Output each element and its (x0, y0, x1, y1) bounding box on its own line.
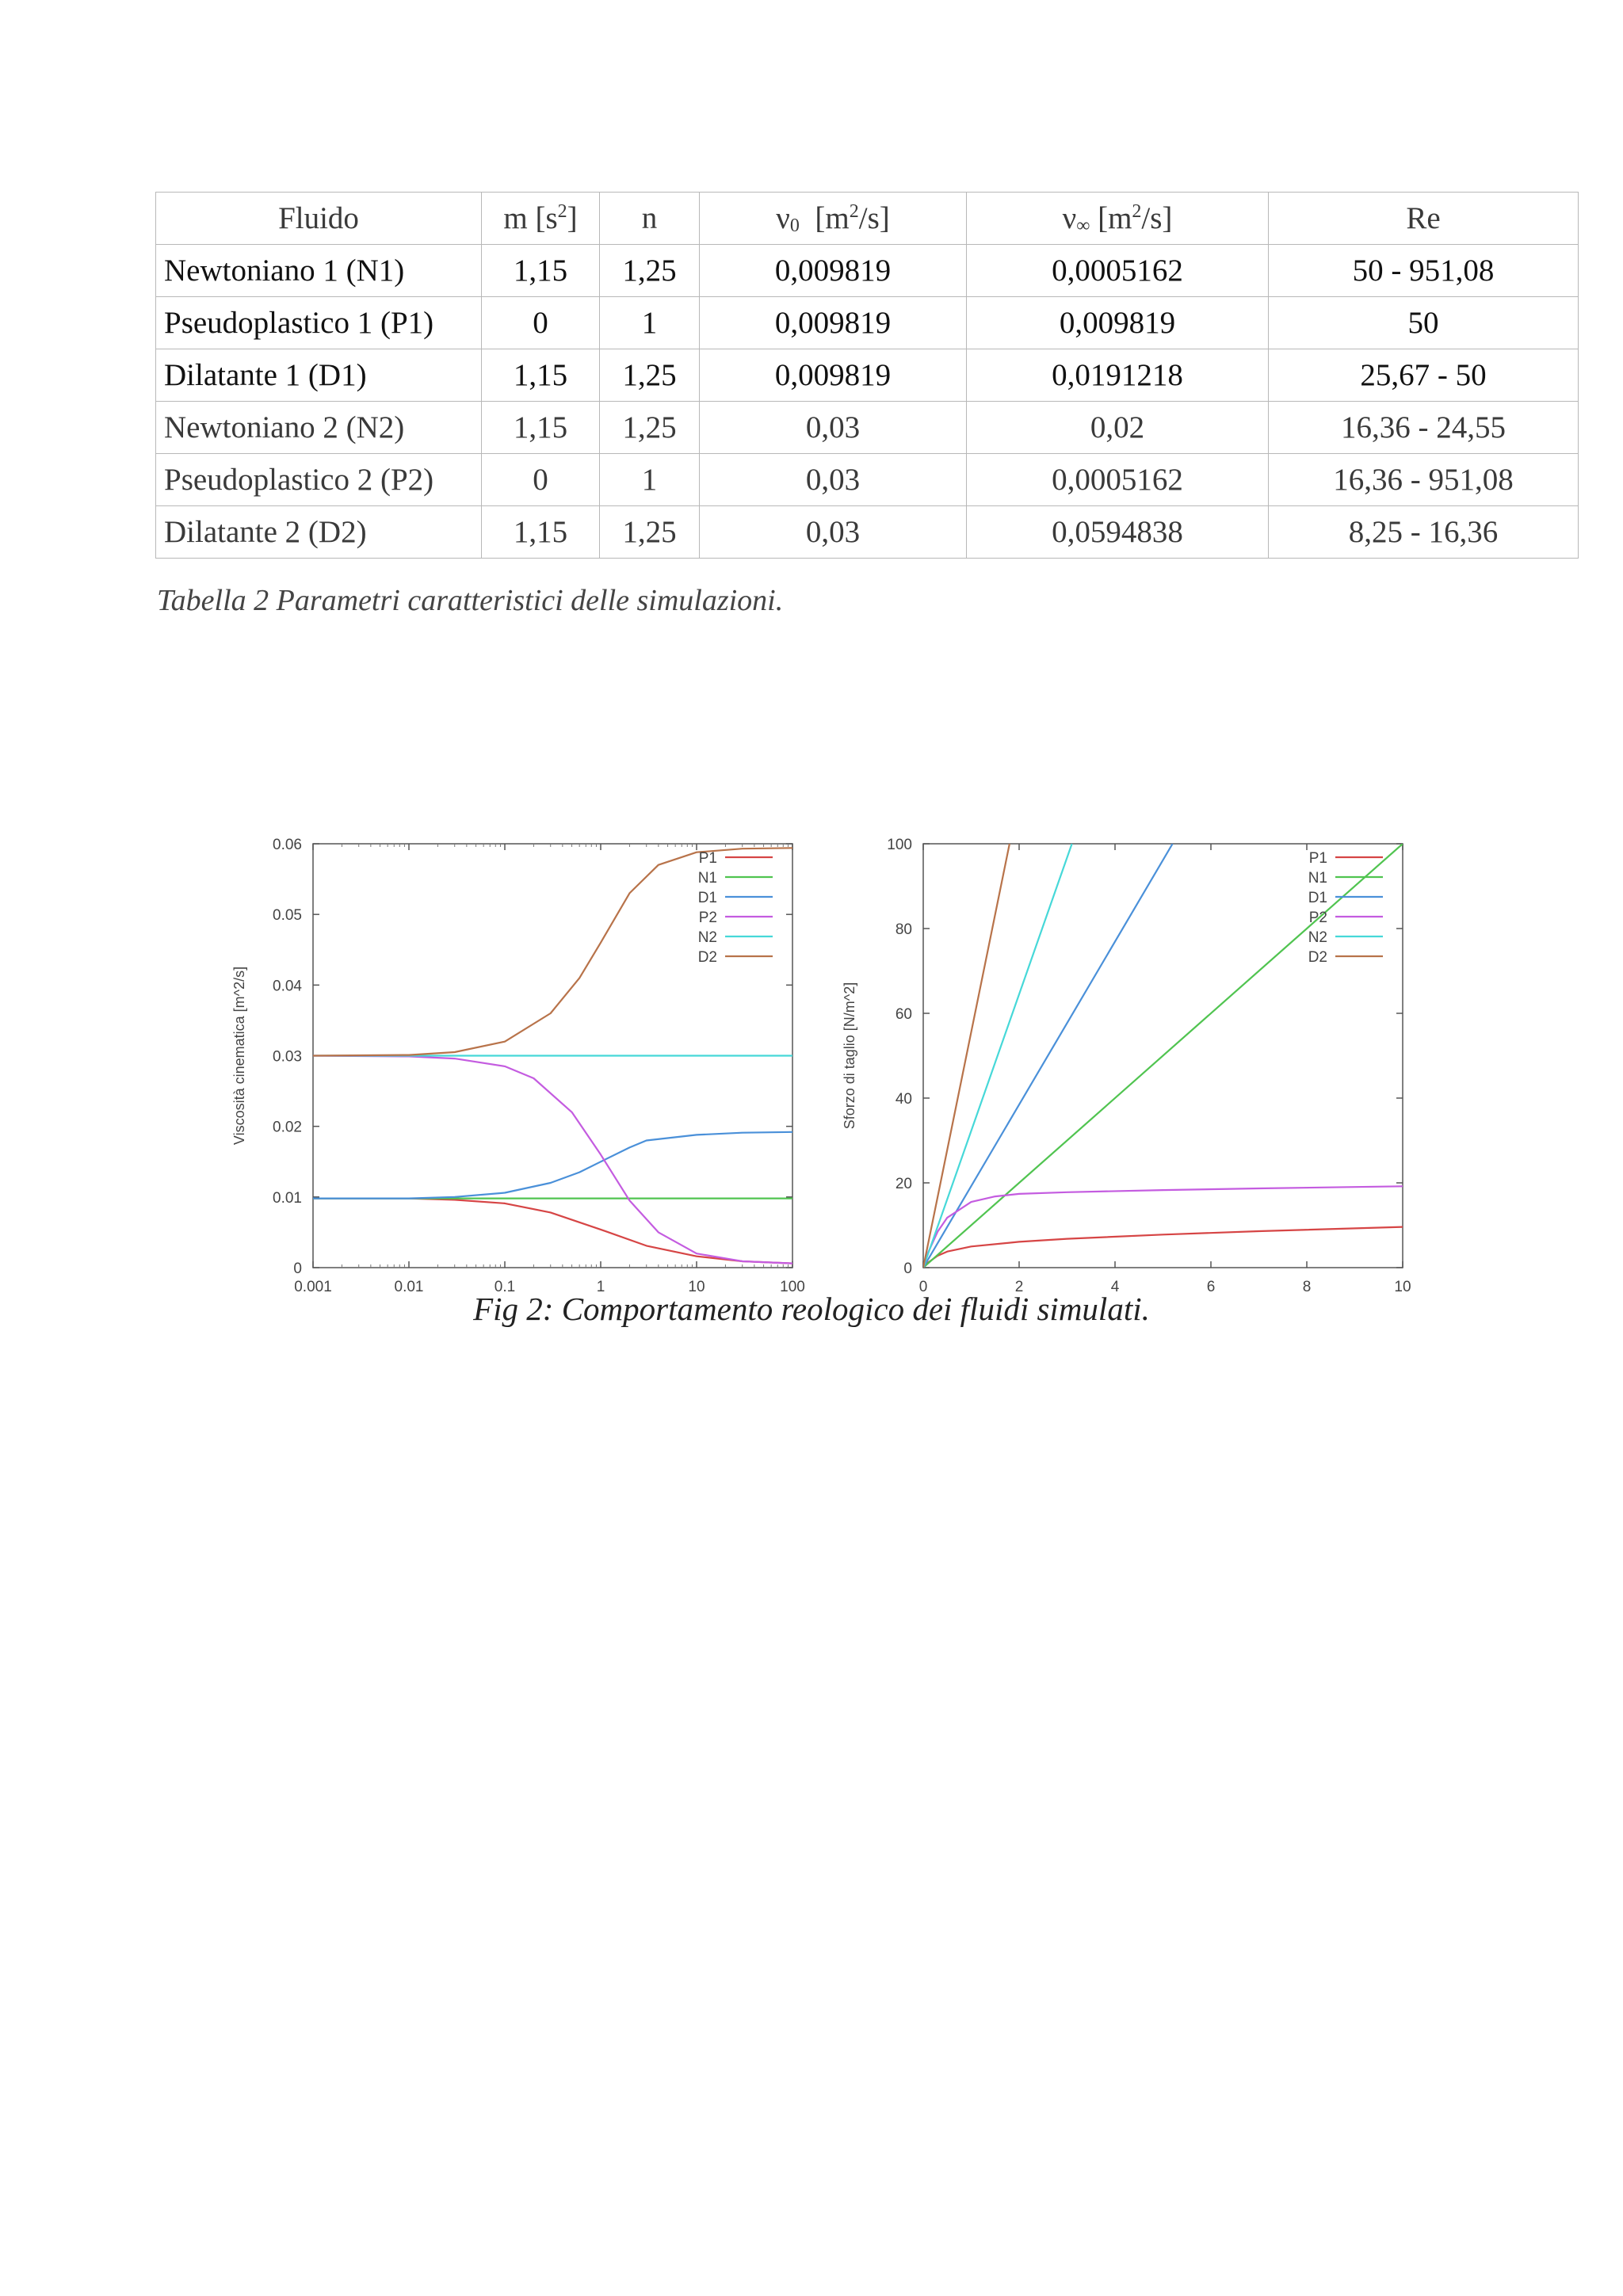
legend-label: P1 (1308, 850, 1327, 867)
fluid-name-cell: Dilatante 1 (D1) (156, 349, 482, 402)
fluid-name-cell: Newtoniano 1 (N1) (156, 245, 482, 297)
legend-label: N1 (697, 870, 717, 887)
table-cell: 0,0191218 (967, 349, 1269, 402)
series-line-p2 (923, 1186, 1403, 1268)
series-line-d2 (923, 844, 1010, 1268)
legend-label: P1 (698, 850, 717, 867)
table-cell: 0,0005162 (967, 245, 1269, 297)
table-row (156, 245, 1579, 297)
table-caption: Tabella 2 Parametri caratteristici delle simulazioni. (157, 584, 784, 617)
y-tick-label: 60 (895, 1006, 912, 1023)
x-tick-label: 10 (688, 1279, 705, 1295)
x-tick-label: 6 (1206, 1279, 1216, 1295)
x-tick-label: 1 (596, 1279, 605, 1295)
x-tick-label: 0.001 (294, 1279, 332, 1295)
shear-stress-chart (832, 824, 1419, 1315)
parameters-table (155, 192, 1579, 559)
table-header-cell: m $[s^2]$ (482, 193, 600, 245)
y-tick-label: 80 (895, 921, 912, 938)
y-tick-label: 0.03 (273, 1048, 302, 1066)
table-cell: 0,0594838 (967, 506, 1269, 559)
legend-label: N2 (697, 929, 717, 946)
table-header-cell: n (600, 193, 700, 245)
table-cell: 1,15 (482, 349, 600, 402)
table-cell: 1,15 (482, 245, 600, 297)
table-row (156, 402, 1579, 454)
x-tick-label: 4 (1110, 1279, 1120, 1295)
series-line-d2 (313, 848, 792, 1055)
table-cell: 0,0005162 (967, 454, 1269, 506)
table-cell: 1,15 (482, 506, 600, 559)
series-line-n2 (923, 844, 1072, 1268)
table-cell: 50 - 951,08 (1269, 245, 1579, 297)
table-cell: 1,25 (600, 349, 700, 402)
series-line-d1 (313, 1132, 792, 1199)
table-cell: 1 (600, 454, 700, 506)
x-tick-label: 2 (1014, 1279, 1024, 1295)
series-line-p1 (313, 1199, 792, 1264)
legend-label: P2 (698, 910, 717, 926)
table-cell: 1,25 (600, 402, 700, 454)
table-cell: 0,03 (700, 402, 967, 454)
y-tick-label: 0 (293, 1261, 302, 1277)
series-line-p2 (313, 1056, 792, 1264)
y-tick-label: 20 (895, 1176, 912, 1192)
y-tick-label: 0 (903, 1261, 912, 1277)
fluid-name-cell: Pseudoplastico 2 (P2) (156, 454, 482, 506)
x-tick-label: 0.01 (394, 1279, 424, 1295)
table-header-cell: $\nu_\infty$ $[m^2/s]$ (967, 193, 1269, 245)
table-cell: 50 (1269, 297, 1579, 349)
y-tick-label: 0.06 (273, 837, 302, 853)
x-tick-label: 8 (1302, 1279, 1312, 1295)
series-line-d1 (923, 844, 1173, 1268)
series-line-n1 (923, 844, 1403, 1268)
legend-label: D1 (697, 890, 717, 906)
fluid-name-cell: Dilatante 2 (D2) (156, 506, 482, 559)
y-tick-label: 0.01 (273, 1189, 302, 1207)
y-tick-label: 100 (887, 837, 912, 853)
fluid-name-cell: Pseudoplastico 1 (P1) (156, 297, 482, 349)
table-cell: 0,03 (700, 506, 967, 559)
table-cell: 0,009819 (700, 297, 967, 349)
table-cell: 0 (482, 297, 600, 349)
table-row (156, 349, 1579, 402)
table-cell: 1,25 (600, 506, 700, 559)
y-tick-label: 0.05 (273, 907, 302, 925)
x-tick-label: 100 (780, 1279, 805, 1295)
y-tick-label: 0.02 (273, 1119, 302, 1136)
x-tick-label: 10 (1394, 1279, 1411, 1295)
legend-label: D2 (697, 949, 717, 966)
figure-caption: Fig 2: Comportamento reologico dei fluidi simulati. (473, 1291, 1150, 1327)
fluid-name-cell: Newtoniano 2 (N2) (156, 402, 482, 454)
legend-label: P2 (1308, 910, 1327, 926)
table-cell: 25,67 - 50 (1269, 349, 1579, 402)
table-cell: 16,36 - 951,08 (1269, 454, 1579, 506)
table-cell: 0 (482, 454, 600, 506)
table-cell: 1 (600, 297, 700, 349)
table-row (156, 454, 1579, 506)
table-cell: 0,03 (700, 454, 967, 506)
table-header-cell: Re (1269, 193, 1579, 245)
legend-label: D1 (1308, 890, 1327, 906)
table-header-row (156, 193, 1579, 245)
legend-label: D2 (1308, 949, 1327, 966)
y-tick-label: 40 (895, 1091, 912, 1108)
table-cell: 0,009819 (967, 297, 1269, 349)
table-header-cell: Fluido (156, 193, 482, 245)
table-cell: 16,36 - 24,55 (1269, 402, 1579, 454)
table-cell: 1,15 (482, 402, 600, 454)
table-cell: 0,009819 (700, 245, 967, 297)
table-cell: 8,25 - 16,36 (1269, 506, 1579, 559)
legend-label: N1 (1308, 870, 1327, 887)
table-cell: 0,009819 (700, 349, 967, 402)
viscosity-chart (222, 824, 808, 1315)
table-cell: 0,02 (967, 402, 1269, 454)
y-axis-label: Sforzo di taglio [N/m^2] (842, 982, 857, 1130)
table-header-cell: $\nu_0$ $[m^2/s]$ (700, 193, 967, 245)
y-tick-label: 0.04 (273, 978, 302, 995)
legend-label: N2 (1308, 929, 1327, 946)
x-tick-label: 0 (918, 1279, 928, 1295)
table-cell: 1,25 (600, 245, 700, 297)
x-tick-label: 0.1 (494, 1279, 516, 1295)
y-axis-label: Viscosità cinematica [m^2/s] (231, 966, 247, 1146)
table-row (156, 506, 1579, 559)
series-line-p1 (923, 1227, 1403, 1268)
table-row (156, 297, 1579, 349)
